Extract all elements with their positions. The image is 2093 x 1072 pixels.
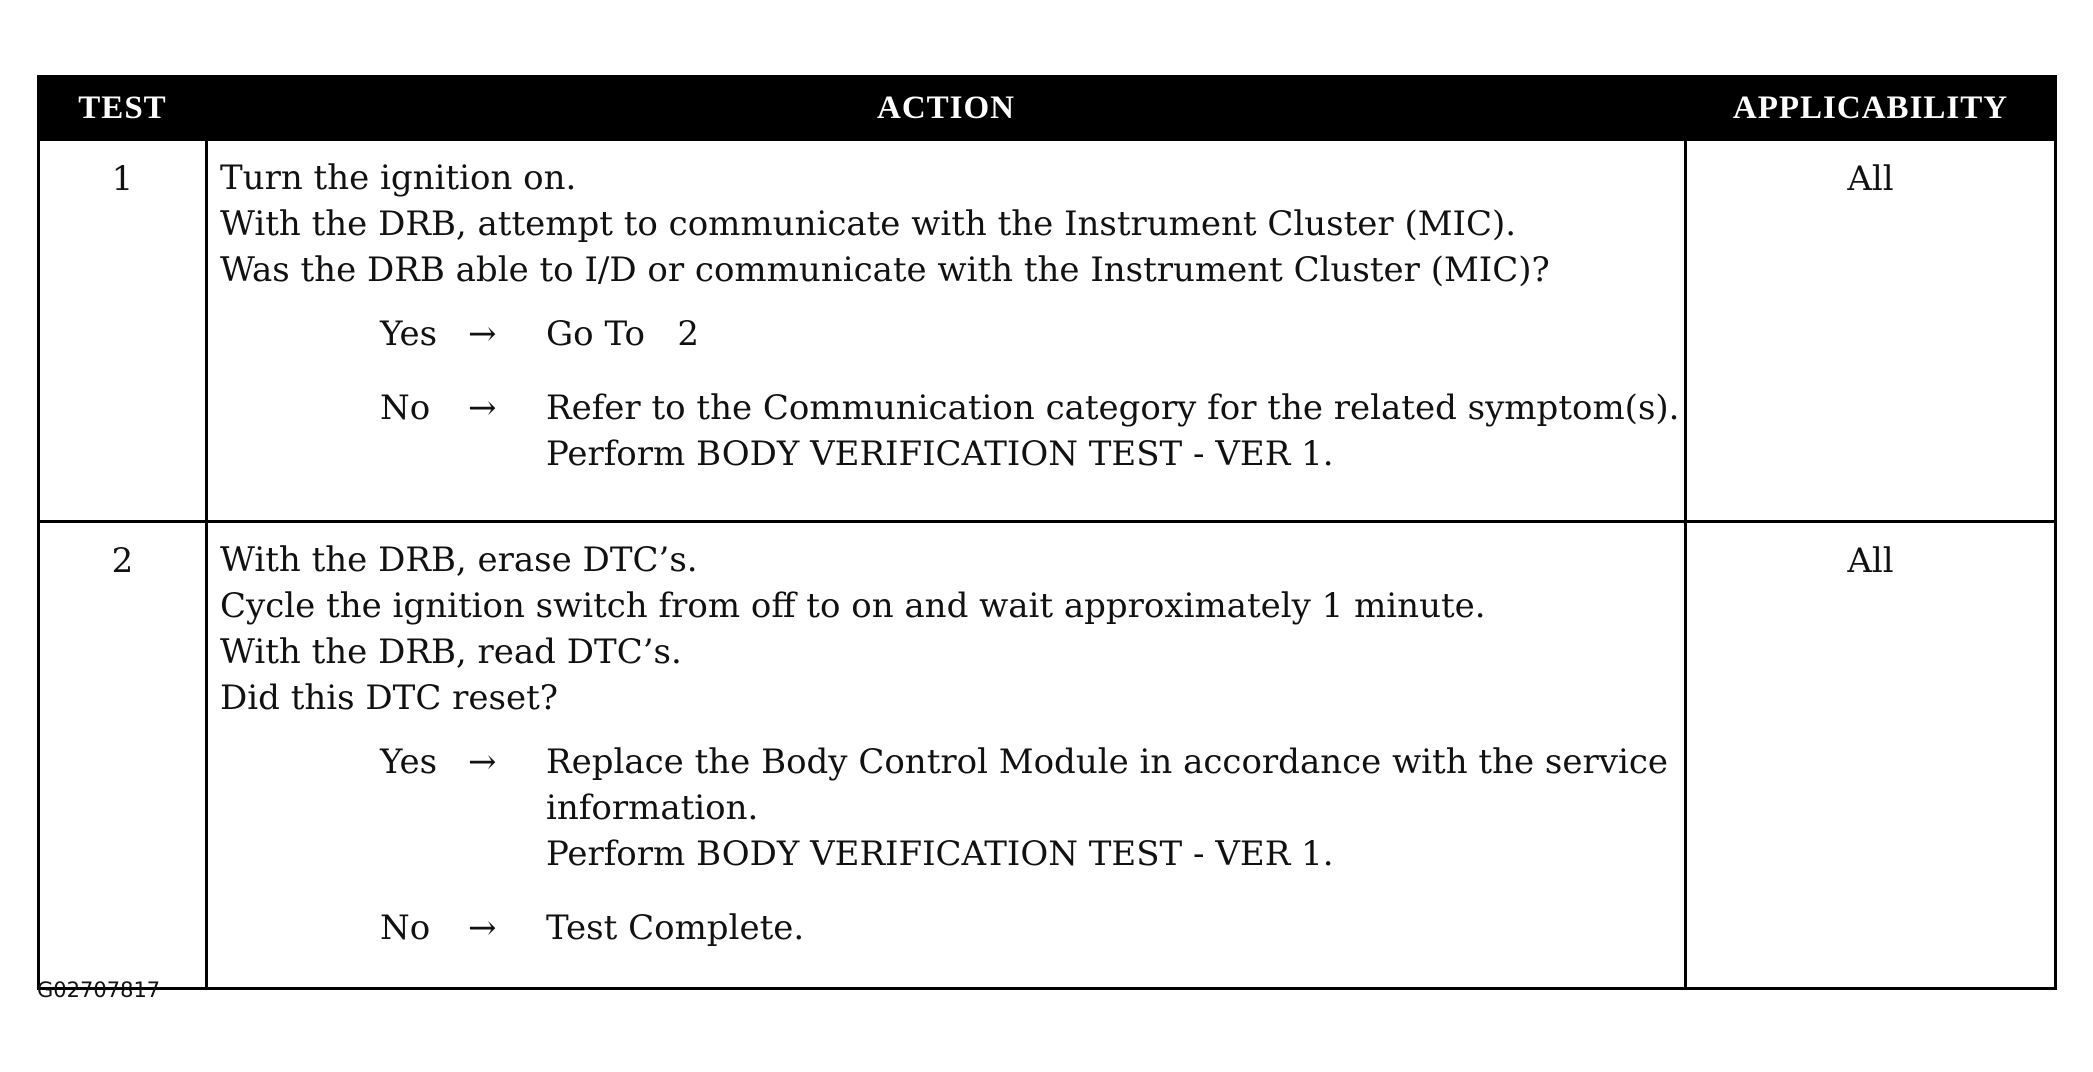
option-label: No <box>380 388 431 428</box>
table-row <box>39 140 2056 522</box>
test-number-cell <box>39 522 207 989</box>
header-row <box>39 77 2056 140</box>
option-yes <box>380 739 1684 877</box>
option-result <box>546 905 1684 951</box>
diagnostic-test-table <box>37 75 2057 990</box>
test-number: 2 <box>111 541 134 581</box>
action-step: With the DRB, read DTC’s. <box>220 632 682 672</box>
option-result-line: information. <box>546 788 759 828</box>
option-result <box>546 739 1684 877</box>
option-label: Yes <box>380 314 438 354</box>
figure-id: G02707817 <box>37 978 161 1002</box>
applicability-value: All <box>1847 541 1894 581</box>
right-arrow-icon: → <box>468 742 497 782</box>
header-test: TEST <box>39 77 207 140</box>
option-result-line: Perform BODY VERIFICATION TEST - VER 1. <box>546 834 1334 874</box>
option-result-line: Perform BODY VERIFICATION TEST - VER 1. <box>546 434 1334 474</box>
applicability-cell <box>1686 522 2056 989</box>
option-label: No <box>380 908 431 948</box>
action-step: Was the DRB able to I/D or communicate with the Instrument Cluster (MIC)? <box>220 250 1550 290</box>
action-step: Turn the ignition on. <box>220 158 577 198</box>
test-number-cell <box>39 140 207 522</box>
right-arrow-icon: → <box>468 388 497 428</box>
action-cell <box>207 522 1686 989</box>
decision-options <box>220 311 1684 477</box>
header-action: ACTION <box>207 77 1686 140</box>
option-result <box>546 311 1684 357</box>
option-no <box>380 385 1684 477</box>
header-applicability: APPLICABILITY <box>1686 77 2056 140</box>
option-label: Yes <box>380 742 438 782</box>
applicability-cell <box>1686 140 2056 522</box>
action-step: Did this DTC reset? <box>220 678 558 718</box>
decision-options <box>220 739 1684 951</box>
right-arrow-icon: → <box>468 908 497 948</box>
option-no <box>380 905 1684 951</box>
option-result-line: Test Complete. <box>546 908 805 948</box>
option-result-line: Replace the Body Control Module in accordance with the service <box>546 742 1668 782</box>
option-yes <box>380 311 1684 357</box>
action-step: With the DRB, attempt to communicate with the Instrument Cluster (MIC). <box>220 204 1517 244</box>
test-number: 1 <box>111 159 134 199</box>
option-result-line: Refer to the Communication category for the related symptom(s). <box>546 388 1680 428</box>
option-result-line: Go To 2 <box>546 314 699 354</box>
applicability-value: All <box>1847 159 1894 199</box>
table-row <box>39 522 2056 989</box>
action-cell <box>207 140 1686 522</box>
option-result <box>546 385 1684 477</box>
action-step: With the DRB, erase DTC’s. <box>220 540 698 580</box>
right-arrow-icon: → <box>468 314 497 354</box>
action-step: Cycle the ignition switch from off to on and wait approximately 1 minute. <box>220 586 1486 626</box>
